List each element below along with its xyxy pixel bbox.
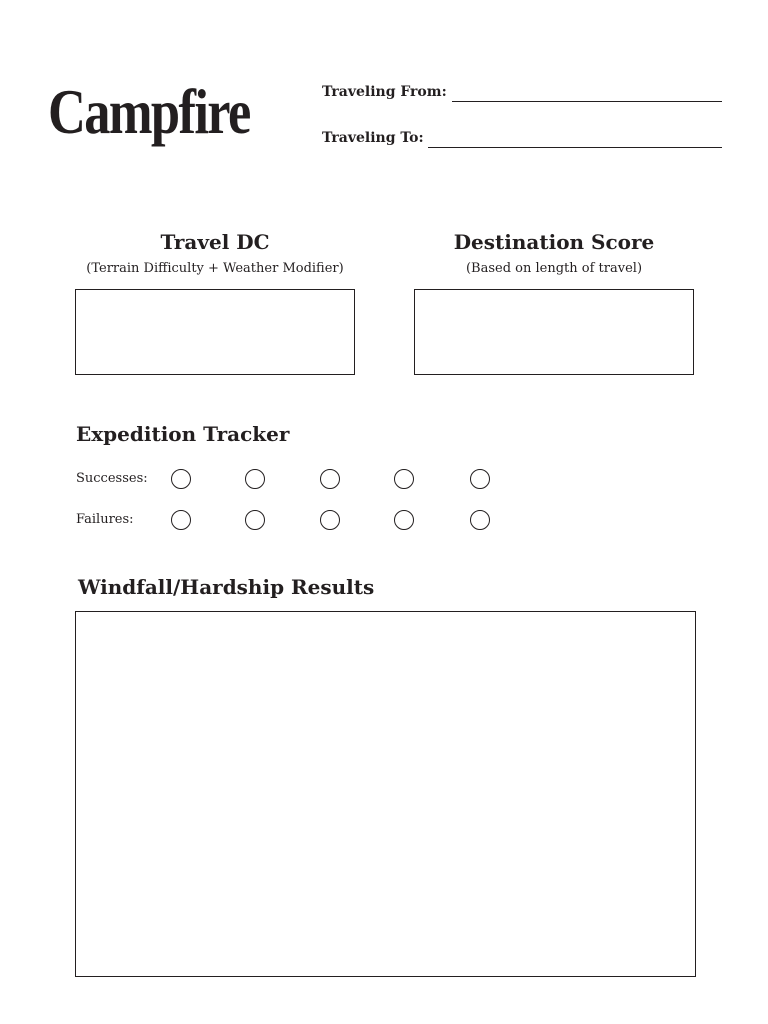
success-checkbox[interactable] [171,469,191,489]
travel-dc-title: Travel DC [160,230,270,254]
success-checkbox[interactable] [394,469,414,489]
failures-label: Failures: [76,512,134,527]
failure-checkbox[interactable] [245,510,265,530]
success-checkbox[interactable] [320,469,340,489]
failure-checkbox[interactable] [171,510,191,530]
destination-score-subtitle: (Based on length of travel) [465,261,643,276]
destination-score-title: Destination Score [453,230,655,254]
expedition-tracker-title: Expedition Tracker [76,422,290,446]
failure-checkbox[interactable] [320,510,340,530]
traveling-to-label: Traveling To: [322,130,424,146]
traveling-from-field[interactable] [452,101,722,102]
campfire-logo: Campfire [48,76,250,147]
traveling-from-label: Traveling From: [322,84,447,100]
travel-dc-subtitle: (Terrain Difficulty + Weather Modifier) [86,261,344,276]
travel-dc-box[interactable] [75,289,355,375]
destination-score-box[interactable] [414,289,694,375]
windfall-hardship-box[interactable] [75,611,696,977]
failure-checkbox[interactable] [470,510,490,530]
success-checkbox[interactable] [245,469,265,489]
successes-label: Successes: [76,471,148,486]
success-checkbox[interactable] [470,469,490,489]
windfall-hardship-title: Windfall/Hardship Results [78,575,375,599]
failure-checkbox[interactable] [394,510,414,530]
traveling-to-field[interactable] [428,147,722,148]
